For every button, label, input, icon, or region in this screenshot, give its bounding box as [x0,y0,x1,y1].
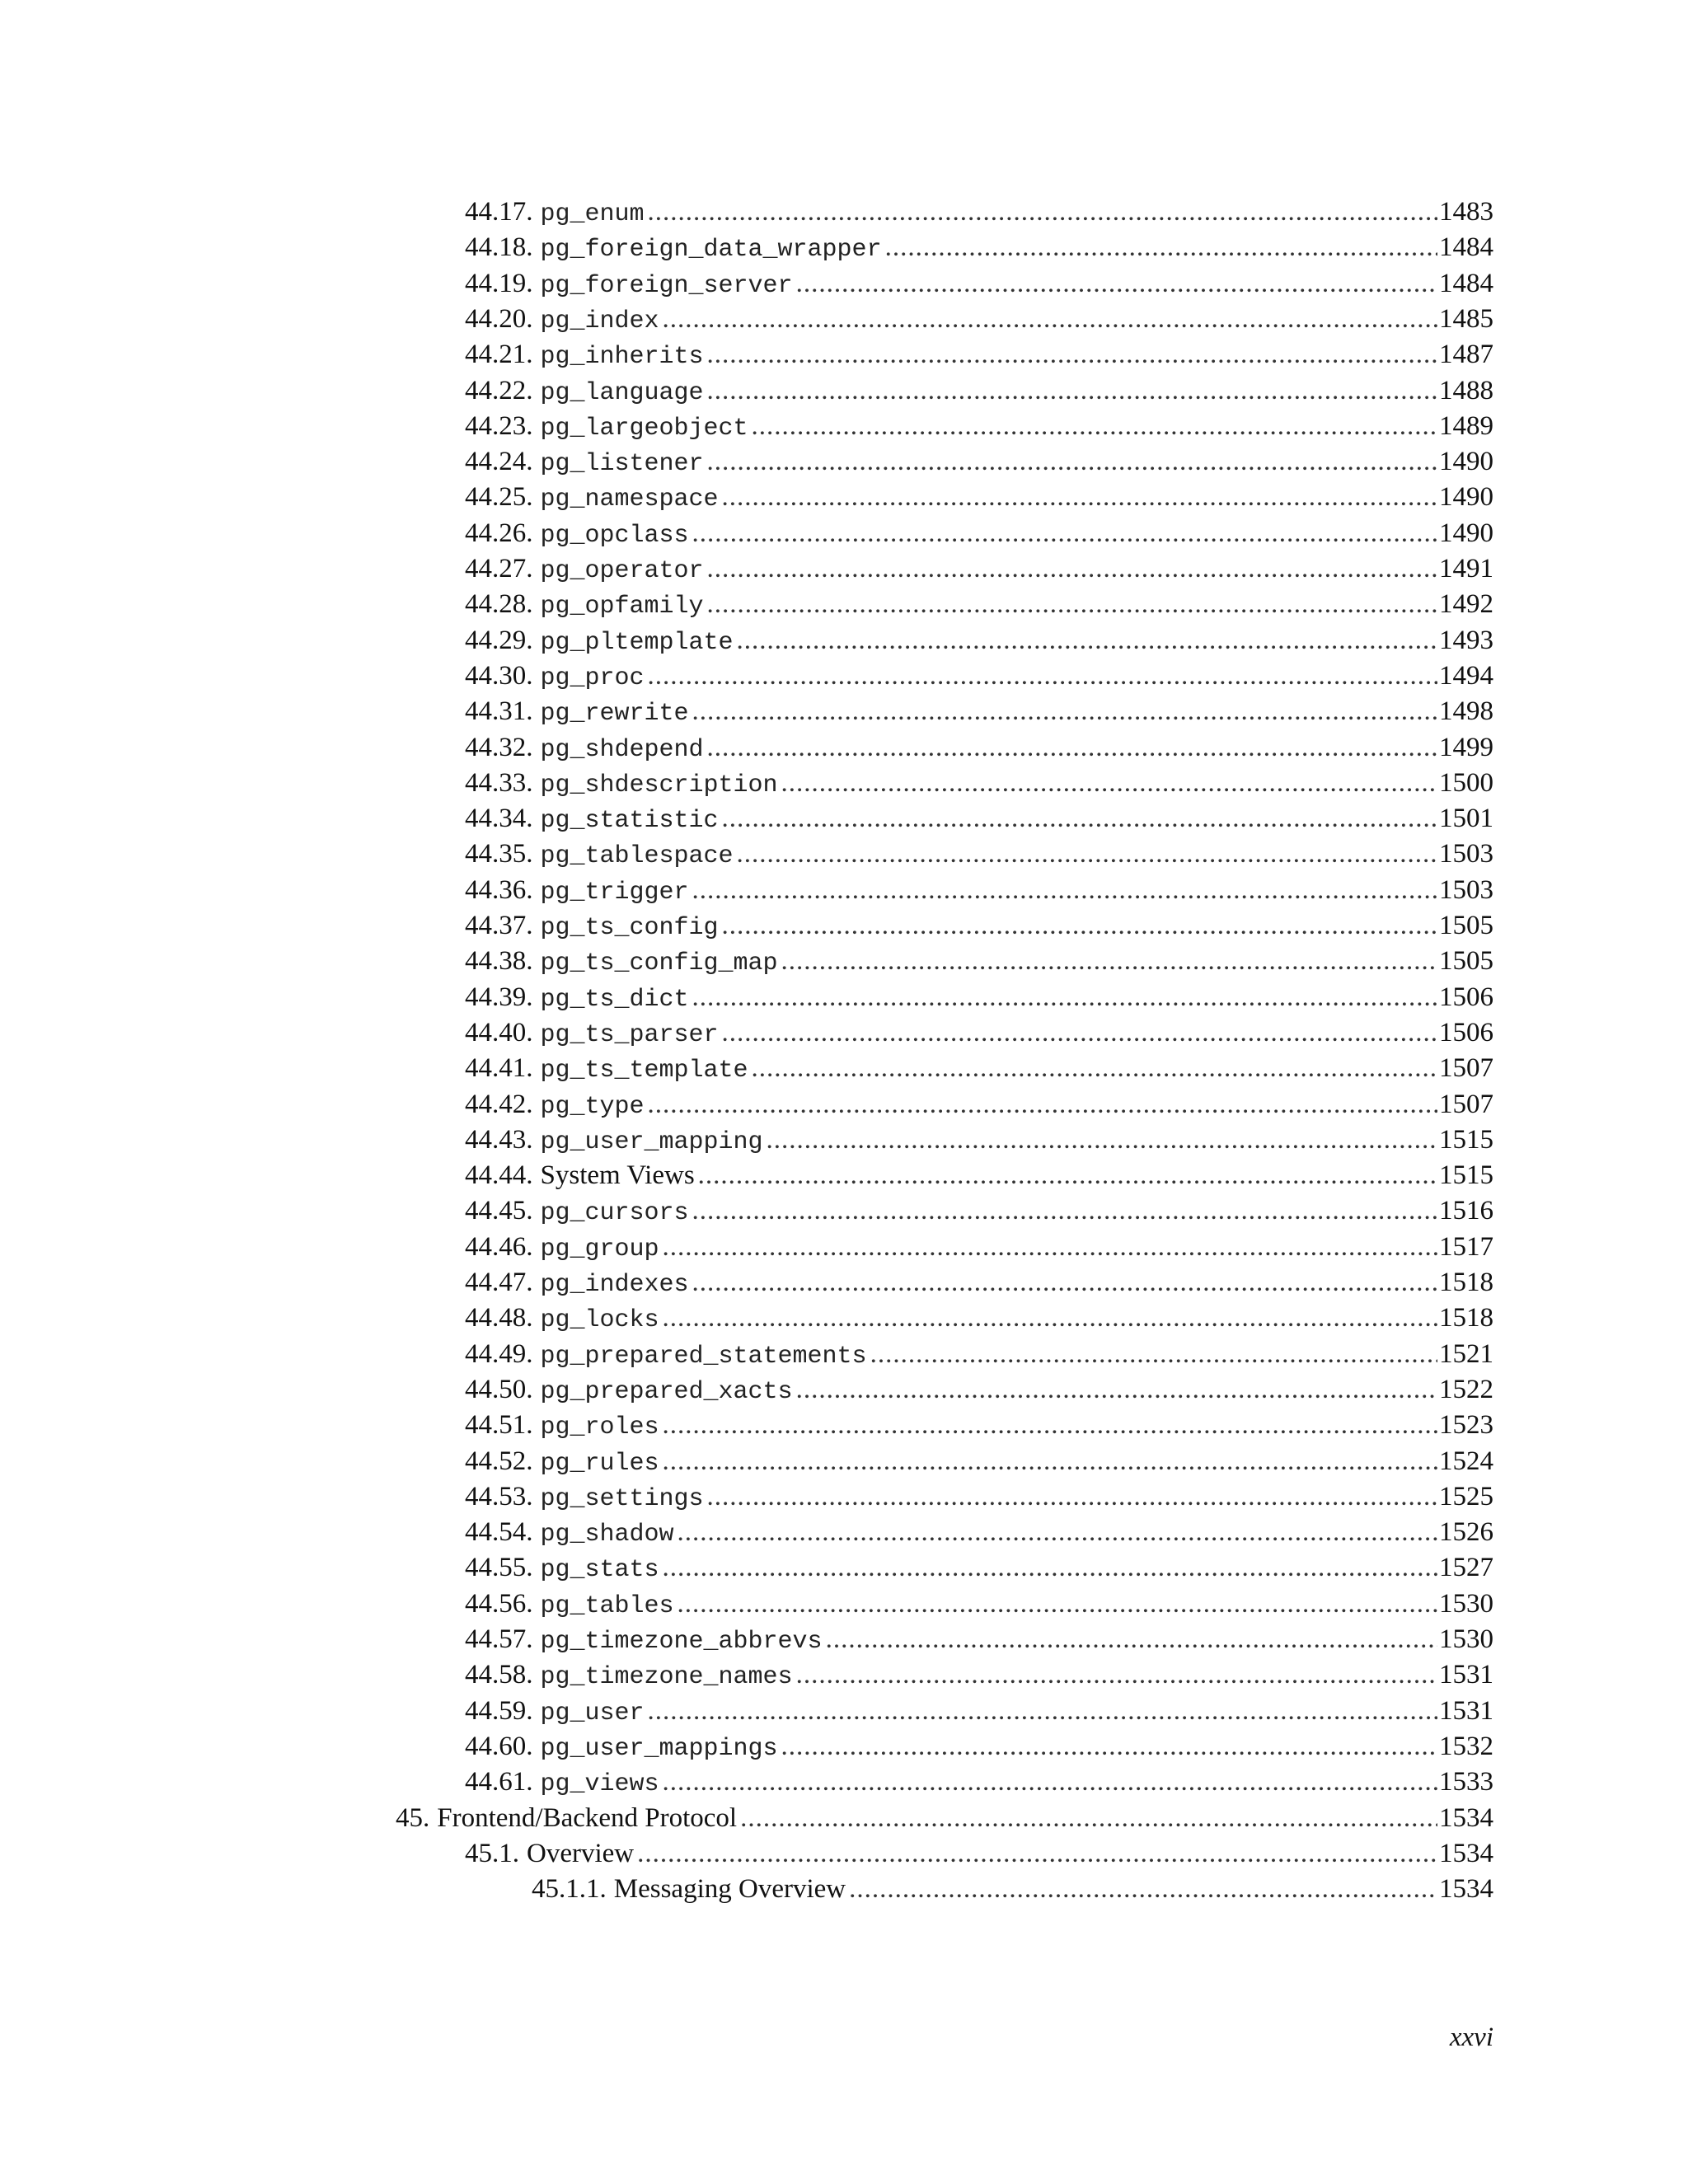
dot-leader [722,1015,1437,1051]
toc-entry-number: 44.38. [465,946,533,976]
toc-entry-number: 44.20. [465,304,533,334]
toc-entry-page: 1515 [1439,1160,1493,1190]
toc-entry[interactable] [465,551,1493,587]
toc-entry-page: 1490 [1439,518,1493,548]
toc-entry-number: 44.29. [465,626,533,655]
toc-entry-page: 1488 [1439,376,1493,405]
toc-entry[interactable] [465,1836,1493,1872]
toc-entry[interactable] [465,230,1493,265]
toc-entry-number: 44.30. [465,661,533,691]
toc-entry-page: 1534 [1439,1874,1493,1904]
toc-entry[interactable] [465,1193,1493,1229]
toc-entry[interactable] [465,1444,1493,1479]
dot-leader [707,373,1437,409]
toc-entry-number: 44.47. [465,1268,533,1297]
toc-entry-page: 1503 [1439,839,1493,869]
toc-entry[interactable] [465,873,1493,908]
dot-leader [698,1158,1437,1193]
toc-entry-number: 44.61. [465,1767,533,1797]
toc-entry-title: pg_language [540,379,704,407]
toc-entry[interactable] [465,1158,1493,1193]
toc-entry[interactable] [465,1230,1493,1265]
dot-leader [707,337,1437,373]
toc-entry-title: pg_namespace [540,485,719,513]
toc-entry-page: 1500 [1439,768,1493,798]
toc-entry-title: pg_shadow [540,1521,674,1549]
dot-leader [678,1515,1437,1550]
toc-entry-number: 44.53. [465,1482,533,1511]
toc-entry-page: 1527 [1439,1553,1493,1582]
dot-leader [781,944,1437,979]
dot-leader [707,730,1437,766]
toc-entry-title: pg_pltemplate [540,629,734,657]
toc-entry-number: 44.35. [465,839,533,869]
dot-leader [740,1801,1437,1836]
dot-leader [722,480,1437,515]
toc-entry-page: 1521 [1439,1339,1493,1369]
toc-entry-title: pg_group [540,1235,659,1263]
toc-entry-number: 44.24. [465,447,533,476]
toc-entry-number: 44.42. [465,1090,533,1119]
toc-entry-title: pg_enum [540,200,645,228]
toc-entry-number: 44.49. [465,1339,533,1369]
dot-leader [707,551,1437,587]
toc-entry-number: 44.59. [465,1696,533,1726]
toc-entry-page: 1499 [1439,733,1493,762]
toc-entry-number: 44.31. [465,696,533,726]
toc-entry-number: 44.58. [465,1660,533,1690]
toc-entry-title: pg_rules [540,1450,659,1478]
dot-leader [692,516,1437,551]
toc-entry[interactable] [465,516,1493,551]
toc-entry-title: pg_opclass [540,522,689,550]
toc-entry[interactable] [465,801,1493,837]
toc-entry-title: pg_stats [540,1556,659,1584]
toc-entry-title: pg_shdepend [540,736,704,764]
toc-entry-number: 44.41. [465,1053,533,1083]
toc-entry-page: 1523 [1439,1410,1493,1440]
toc-entry-number: 44.43. [465,1125,533,1155]
toc-entry[interactable] [465,337,1493,373]
toc-entry-page: 1483 [1439,197,1493,227]
dot-leader [885,230,1437,265]
toc-entry-title: pg_rewrite [540,700,689,728]
toc-entry-title: pg_largeobject [540,415,748,443]
dot-leader [737,623,1437,658]
dot-leader [796,266,1437,302]
toc-entry-page: 1506 [1439,982,1493,1012]
toc-entry[interactable] [465,658,1493,694]
toc-entry[interactable] [465,587,1493,622]
toc-entry[interactable] [465,1087,1493,1122]
toc-entry-page: 1507 [1439,1090,1493,1119]
dot-leader [663,1408,1437,1443]
toc-entry-page: 1534 [1439,1839,1493,1868]
toc-entry[interactable] [465,1372,1493,1408]
toc-entry-number: 44.18. [465,232,533,262]
toc-entry-number: 44.19. [465,269,533,298]
toc-entry-page: 1490 [1439,482,1493,512]
toc-entry[interactable] [465,837,1493,872]
toc-entry-title: pg_inherits [540,343,704,371]
toc-entry-page: 1517 [1439,1232,1493,1262]
toc-entry[interactable] [465,730,1493,766]
dot-leader [752,409,1437,444]
toc-entry-title: pg_ts_template [540,1057,748,1085]
dot-leader [870,1337,1437,1372]
toc-entry-title: pg_views [540,1770,659,1798]
toc-entry-number: 44.34. [465,804,533,833]
toc-entry[interactable] [465,1479,1493,1515]
toc-entry-page: 1532 [1439,1732,1493,1761]
toc-entry-number: 44.57. [465,1624,533,1654]
dot-leader [737,837,1437,872]
dot-leader [722,801,1437,837]
toc-entry-page: 1493 [1439,626,1493,655]
toc-entry-title: pg_ts_config_map [540,949,778,977]
toc-entry-title: pg_tablespace [540,842,734,870]
toc-entry-page: 1507 [1439,1053,1493,1083]
toc-entry-title: pg_indexes [540,1271,689,1299]
toc-entry[interactable] [465,1550,1493,1586]
toc-entry-title: pg_ts_config [540,914,719,942]
page-number: xxvi [1449,2022,1493,2052]
toc-entry-title: pg_proc [540,664,645,692]
toc-entry-page: 1484 [1439,269,1493,298]
toc-entry[interactable] [465,980,1493,1015]
toc-entry-number: 44.37. [465,911,533,940]
dot-leader [663,1230,1437,1265]
dot-leader [796,1657,1437,1693]
toc-entry[interactable] [465,1622,1493,1657]
dot-leader [663,1765,1437,1800]
toc-entry-number: 44.46. [465,1232,533,1262]
toc-entry-number: 44.50. [465,1375,533,1404]
dot-leader [781,766,1437,801]
toc-entry-number: 44.60. [465,1732,533,1761]
toc-entry-title: pg_foreign_data_wrapper [540,236,882,264]
toc-entry-number: 44.36. [465,875,533,905]
toc-entry-title: Frontend/Backend Protocol [437,1803,738,1833]
toc-entry[interactable] [465,480,1493,515]
toc-entry-number: 44.52. [465,1446,533,1476]
dot-leader [781,1729,1437,1765]
toc-entry-page: 1533 [1439,1767,1493,1797]
toc-entry-number: 44.48. [465,1303,533,1333]
toc-entry-title: pg_user_mapping [540,1128,763,1156]
toc-entry-title: pg_foreign_server [540,272,793,300]
toc-entry[interactable] [396,1801,1493,1836]
toc-entry[interactable] [465,908,1493,944]
toc-entry-title: pg_user [540,1699,645,1727]
dot-leader [678,1586,1437,1622]
toc-entry-title: pg_roles [540,1413,659,1441]
toc-entry-title: pg_type [540,1093,645,1121]
toc-entry-page: 1531 [1439,1660,1493,1690]
toc-entry-page: 1503 [1439,875,1493,905]
toc-entry-page: 1522 [1439,1375,1493,1404]
toc-entry[interactable] [465,944,1493,979]
toc-entry-number: 44.17. [465,197,533,227]
dot-leader [826,1622,1437,1657]
dot-leader [663,1550,1437,1586]
toc-entry-title: pg_cursors [540,1199,689,1227]
dot-leader [752,1051,1437,1086]
toc-entry-number: 44.28. [465,589,533,619]
toc-entry-title: pg_listener [540,450,704,478]
toc-entry-page: 1490 [1439,447,1493,476]
dot-leader [692,1193,1437,1229]
dot-leader [663,302,1437,337]
toc-entry-page: 1531 [1439,1696,1493,1726]
toc-entry[interactable] [465,373,1493,409]
toc-entry-number: 45.1. [465,1839,519,1868]
toc-entry-page: 1491 [1439,554,1493,583]
toc-entry-page: 1518 [1439,1268,1493,1297]
dot-leader [648,1694,1437,1729]
toc-entry-number: 44.21. [465,340,533,369]
toc-entry[interactable] [465,1765,1493,1800]
toc-entry[interactable] [465,409,1493,444]
toc-entry-title: pg_locks [540,1306,659,1334]
toc-entry[interactable] [465,694,1493,729]
toc-entry-number: 44.27. [465,554,533,583]
dot-leader [648,1087,1437,1122]
toc-entry-number: 44.26. [465,518,533,548]
toc-entry-number: 45.1.1. [532,1874,607,1904]
toc-entry-number: 44.51. [465,1410,533,1440]
toc-entry[interactable] [465,302,1493,337]
toc-entry-number: 44.22. [465,376,533,405]
toc-entry-page: 1524 [1439,1446,1493,1476]
toc-entry-title: Overview [527,1839,635,1868]
toc-entry[interactable] [465,194,1493,230]
toc-entry[interactable] [465,444,1493,480]
dot-leader [637,1836,1437,1872]
dot-leader [692,694,1437,729]
toc-entry-page: 1515 [1439,1125,1493,1155]
toc-entry-title: pg_opfamily [540,593,704,621]
toc-entry-page: 1530 [1439,1624,1493,1654]
toc-entry[interactable] [465,766,1493,801]
toc-entry-page: 1526 [1439,1517,1493,1547]
toc-entry-page: 1505 [1439,946,1493,976]
toc-entry-number: 44.56. [465,1589,533,1619]
toc-entry-page: 1505 [1439,911,1493,940]
toc-entry[interactable] [465,1657,1493,1693]
toc-entry-title: pg_shdescription [540,771,778,799]
toc-entry[interactable] [465,1122,1493,1158]
toc-entry-page: 1487 [1439,340,1493,369]
toc-entry-title: pg_ts_dict [540,986,689,1014]
toc-entry-title: pg_prepared_xacts [540,1378,793,1406]
toc-entry-page: 1494 [1439,661,1493,691]
toc-entry-page: 1534 [1439,1803,1493,1833]
dot-leader [663,1301,1437,1336]
toc-entry-number: 44.55. [465,1553,533,1582]
toc-entry[interactable] [532,1872,1493,1907]
toc-entry-title: System Views [540,1160,695,1190]
toc-entry-page: 1492 [1439,589,1493,619]
toc-entry-number: 44.39. [465,982,533,1012]
toc-entry-title: pg_user_mappings [540,1735,778,1763]
toc-entry-title: pg_timezone_abbrevs [540,1628,823,1656]
toc-entry[interactable] [465,1265,1493,1301]
toc-entry-number: 44.45. [465,1196,533,1226]
toc-entry[interactable] [465,1586,1493,1622]
dot-leader [648,194,1437,230]
toc-entry-title: pg_settings [540,1485,704,1513]
toc-entry[interactable] [465,1694,1493,1729]
dot-leader [767,1122,1437,1158]
toc-entry-title: pg_tables [540,1592,674,1620]
toc-entry[interactable] [465,623,1493,658]
toc-entry-title: pg_trigger [540,879,689,907]
toc-entry-number: 44.54. [465,1517,533,1547]
toc-entry[interactable] [465,1051,1493,1086]
toc-entry-number: 44.44. [465,1160,533,1190]
toc-entry-title: pg_timezone_names [540,1663,793,1691]
toc-entry-page: 1525 [1439,1482,1493,1511]
toc-entry-number: 44.23. [465,411,533,441]
dot-leader [707,1479,1437,1515]
toc-entry[interactable] [465,266,1493,302]
toc-entry[interactable] [465,1015,1493,1051]
toc-entry-page: 1484 [1439,232,1493,262]
toc-entry-number: 44.40. [465,1018,533,1047]
dot-leader [707,444,1437,480]
toc-entry-page: 1498 [1439,696,1493,726]
toc-entry-page: 1501 [1439,804,1493,833]
toc-entry-number: 45. [396,1803,430,1833]
dot-leader [796,1372,1437,1408]
toc-entry-page: 1516 [1439,1196,1493,1226]
toc-entry[interactable] [465,1301,1493,1336]
toc-entry-title: pg_operator [540,557,704,585]
toc-entry-title: pg_statistic [540,807,719,835]
dot-leader [648,658,1437,694]
dot-leader [722,908,1437,944]
toc-entry-number: 44.33. [465,768,533,798]
toc-entry-number: 44.32. [465,733,533,762]
toc-entry-title: pg_ts_parser [540,1021,719,1049]
toc-entry-title: pg_index [540,307,659,335]
toc-entry[interactable] [465,1515,1493,1550]
toc-entry-page: 1485 [1439,304,1493,334]
toc-entry[interactable] [465,1337,1493,1372]
toc-entry-page: 1518 [1439,1303,1493,1333]
toc-entry-page: 1506 [1439,1018,1493,1047]
toc-entry-number: 44.25. [465,482,533,512]
toc-entry-page: 1489 [1439,411,1493,441]
toc-entry[interactable] [465,1408,1493,1443]
dot-leader [849,1872,1437,1907]
toc-entry-title: Messaging Overview [613,1874,846,1904]
dot-leader [692,980,1437,1015]
toc-entry[interactable] [465,1729,1493,1765]
dot-leader [692,1265,1437,1301]
dot-leader [663,1444,1437,1479]
dot-leader [707,587,1437,622]
dot-leader [692,873,1437,908]
toc-entry-page: 1530 [1439,1589,1493,1619]
toc-entry-title: pg_prepared_statements [540,1343,867,1371]
